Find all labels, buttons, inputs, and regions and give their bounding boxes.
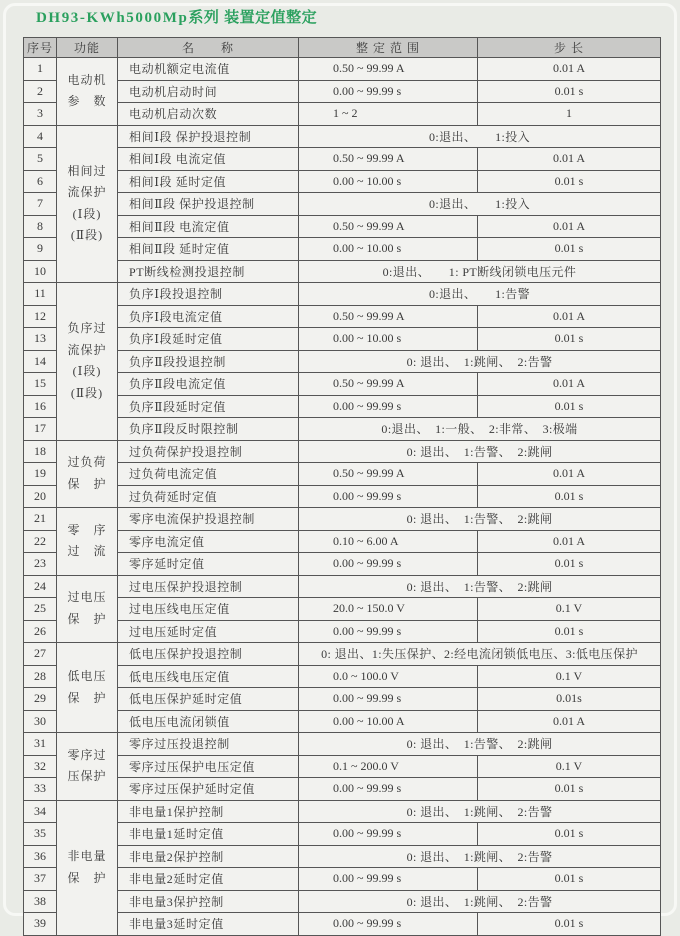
table-header <box>24 38 661 58</box>
setting-name-cell: 低电压电流闭锁值 <box>118 710 299 733</box>
row-number-cell: 39 <box>24 913 57 936</box>
table-row <box>24 103 661 126</box>
function-label-line: 相间过 <box>67 163 107 178</box>
table-row <box>24 215 661 238</box>
row-number-cell: 30 <box>24 710 57 733</box>
function-label-line: 零 序 <box>67 522 107 537</box>
row-number-cell: 28 <box>24 665 57 688</box>
range-cell: 0.00 ~ 99.99 s <box>299 80 478 103</box>
table-row <box>24 58 661 81</box>
step-cell: 0.1 V <box>478 755 661 778</box>
setting-name-cell: 过电压保护投退控制 <box>118 575 299 598</box>
options-cell: 0: 退出、 1:告警、 2:跳闸 <box>299 575 661 598</box>
row-number-cell: 31 <box>24 733 57 756</box>
table-row <box>24 553 661 576</box>
function-label-line: 电动机 <box>67 72 107 87</box>
row-number-cell: 25 <box>24 598 57 621</box>
row-number-cell: 18 <box>24 440 57 463</box>
step-cell: 0.01 s <box>478 395 661 418</box>
range-cell: 0.00 ~ 99.99 s <box>299 485 478 508</box>
table-row <box>24 170 661 193</box>
setting-name-cell: 相间Ⅰ段 保护投退控制 <box>118 125 299 148</box>
range-cell: 0.50 ~ 99.99 A <box>299 305 478 328</box>
setting-name-cell: 非电量1保护控制 <box>118 800 299 823</box>
page-title-suffix: 系列 装置定值整定 <box>188 9 318 26</box>
setting-name-cell: 负序Ⅰ段投退控制 <box>118 283 299 306</box>
setting-name-cell: 零序电流保护投退控制 <box>118 508 299 531</box>
range-cell: 0.50 ~ 99.99 A <box>299 463 478 486</box>
row-number-cell: 15 <box>24 373 57 396</box>
page-title-model: DH93-KWh5000Mp <box>36 10 189 26</box>
range-cell: 0.50 ~ 99.99 A <box>299 148 478 171</box>
row-number-cell: 3 <box>24 103 57 126</box>
row-number-cell: 38 <box>24 890 57 913</box>
table-row <box>24 800 661 823</box>
setting-name-cell: 负序Ⅱ段延时定值 <box>118 395 299 418</box>
range-cell: 0.0 ~ 100.0 V <box>299 665 478 688</box>
header-range: 整 定 范 围 <box>299 38 478 58</box>
row-number-cell: 12 <box>24 305 57 328</box>
range-cell: 1 ~ 2 <box>299 103 478 126</box>
range-cell: 0.00 ~ 10.00 s <box>299 238 478 261</box>
range-cell: 0.00 ~ 99.99 s <box>299 688 478 711</box>
table-row <box>24 328 661 351</box>
header-func: 功能 <box>57 38 118 58</box>
range-cell: 0.50 ~ 99.99 A <box>299 215 478 238</box>
options-cell: 0: 退出、 1:告警、 2:跳闸 <box>299 440 661 463</box>
function-group-cell <box>57 508 118 576</box>
table-row <box>24 643 661 666</box>
table-row <box>24 350 661 373</box>
table-row <box>24 620 661 643</box>
row-number-cell: 5 <box>24 148 57 171</box>
row-number-cell: 22 <box>24 530 57 553</box>
function-label-line: 流保护 <box>67 342 107 357</box>
range-cell: 0.00 ~ 99.99 s <box>299 395 478 418</box>
setting-name-cell: 相间Ⅱ段 电流定值 <box>118 215 299 238</box>
setting-name-cell: 相间Ⅰ段 延时定值 <box>118 170 299 193</box>
step-cell: 0.01 s <box>478 485 661 508</box>
row-number-cell: 24 <box>24 575 57 598</box>
step-cell: 0.01 s <box>478 868 661 891</box>
range-cell: 0.00 ~ 10.00 A <box>299 710 478 733</box>
step-cell: 0.01 A <box>478 373 661 396</box>
setting-name-cell: 非电量2保护控制 <box>118 845 299 868</box>
options-cell: 0:退出、 1:投入 <box>299 125 661 148</box>
step-cell: 0.01 A <box>478 215 661 238</box>
setting-name-cell: 零序过压保护电压定值 <box>118 755 299 778</box>
row-number-cell: 20 <box>24 485 57 508</box>
setting-name-cell: 低电压保护延时定值 <box>118 688 299 711</box>
table-row <box>24 665 661 688</box>
range-cell: 0.00 ~ 99.99 s <box>299 778 478 801</box>
function-label-line: (Ⅱ段) <box>70 385 104 400</box>
range-cell: 0.10 ~ 6.00 A <box>299 530 478 553</box>
row-number-cell: 11 <box>24 283 57 306</box>
options-cell: 0: 退出、 1:告警、 2:跳闸 <box>299 508 661 531</box>
table-row <box>24 238 661 261</box>
function-label-line: (Ⅰ段) <box>72 364 102 379</box>
row-number-cell: 27 <box>24 643 57 666</box>
table-body <box>24 58 661 936</box>
setting-name-cell: 负序Ⅰ段延时定值 <box>118 328 299 351</box>
range-cell: 0.1 ~ 200.0 V <box>299 755 478 778</box>
table-row <box>24 575 661 598</box>
function-label-line: 参 数 <box>67 94 107 109</box>
function-label-line: 保 护 <box>67 476 107 491</box>
options-cell: 0:退出、 1:告警 <box>299 283 661 306</box>
setting-name-cell: 相间Ⅱ段 保护投退控制 <box>118 193 299 216</box>
header-step: 步 长 <box>478 38 661 58</box>
settings-table <box>23 37 661 936</box>
table-row <box>24 823 661 846</box>
row-number-cell: 10 <box>24 260 57 283</box>
setting-name-cell: 负序Ⅱ段反时限控制 <box>118 418 299 441</box>
page-title <box>36 6 317 27</box>
step-cell: 0.01 s <box>478 328 661 351</box>
setting-name-cell: 低电压保护投退控制 <box>118 643 299 666</box>
setting-name-cell: 低电压线电压定值 <box>118 665 299 688</box>
setting-name-cell: 非电量3保护控制 <box>118 890 299 913</box>
setting-name-cell: 过电压线电压定值 <box>118 598 299 621</box>
row-number-cell: 1 <box>24 58 57 81</box>
options-cell: 0: 退出、1:失压保护、2:经电流闭锁低电压、3:低电压保护 <box>299 643 661 666</box>
function-label-line: 压保护 <box>67 769 107 784</box>
function-label-line: 过负荷 <box>67 455 107 470</box>
table-row <box>24 283 661 306</box>
function-group-cell <box>57 800 118 935</box>
row-number-cell: 34 <box>24 800 57 823</box>
table-row <box>24 260 661 283</box>
row-number-cell: 29 <box>24 688 57 711</box>
function-label-line: 零序过 <box>67 747 107 762</box>
row-number-cell: 13 <box>24 328 57 351</box>
setting-name-cell: PT断线检测投退控制 <box>118 260 299 283</box>
table-row <box>24 508 661 531</box>
table-row <box>24 463 661 486</box>
setting-name-cell: 过电压延时定值 <box>118 620 299 643</box>
row-number-cell: 35 <box>24 823 57 846</box>
range-cell: 0.00 ~ 10.00 s <box>299 328 478 351</box>
function-label-line: (Ⅰ段) <box>72 206 102 221</box>
function-label-line: 过 流 <box>67 544 107 559</box>
options-cell: 0:退出、 1:一般、 2:非常、 3:极端 <box>299 418 661 441</box>
range-cell: 0.50 ~ 99.99 A <box>299 373 478 396</box>
step-cell: 0.01 s <box>478 553 661 576</box>
range-cell: 0.50 ~ 99.99 A <box>299 58 478 81</box>
function-group-cell <box>57 125 118 283</box>
step-cell: 0.01 A <box>478 530 661 553</box>
row-number-cell: 36 <box>24 845 57 868</box>
step-cell: 0.01 s <box>478 170 661 193</box>
header-row <box>24 38 661 58</box>
step-cell: 0.01 A <box>478 463 661 486</box>
setting-name-cell: 相间Ⅱ段 延时定值 <box>118 238 299 261</box>
table-row <box>24 868 661 891</box>
range-cell: 0.00 ~ 99.99 s <box>299 620 478 643</box>
row-number-cell: 7 <box>24 193 57 216</box>
function-group-cell <box>57 440 118 508</box>
row-number-cell: 14 <box>24 350 57 373</box>
table-row <box>24 148 661 171</box>
setting-name-cell: 非电量3延时定值 <box>118 913 299 936</box>
table-row <box>24 530 661 553</box>
setting-name-cell: 负序Ⅱ段电流定值 <box>118 373 299 396</box>
row-number-cell: 23 <box>24 553 57 576</box>
range-cell: 0.00 ~ 99.99 s <box>299 823 478 846</box>
step-cell: 0.01 s <box>478 80 661 103</box>
setting-name-cell: 电动机启动次数 <box>118 103 299 126</box>
table-row <box>24 688 661 711</box>
step-cell: 0.01 s <box>478 913 661 936</box>
function-group-cell <box>57 58 118 126</box>
row-number-cell: 9 <box>24 238 57 261</box>
step-cell: 0.01 s <box>478 823 661 846</box>
range-cell: 0.00 ~ 99.99 s <box>299 913 478 936</box>
range-cell: 0.00 ~ 10.00 s <box>299 170 478 193</box>
range-cell: 0.00 ~ 99.99 s <box>299 553 478 576</box>
table-row <box>24 395 661 418</box>
row-number-cell: 37 <box>24 868 57 891</box>
setting-name-cell: 电动机额定电流值 <box>118 58 299 81</box>
table-row <box>24 778 661 801</box>
step-cell: 0.1 V <box>478 665 661 688</box>
options-cell: 0: 退出、 1:跳闸、 2:告警 <box>299 890 661 913</box>
row-number-cell: 33 <box>24 778 57 801</box>
step-cell: 0.01 A <box>478 58 661 81</box>
table-row <box>24 440 661 463</box>
function-group-cell <box>57 643 118 733</box>
table-row <box>24 913 661 936</box>
row-number-cell: 8 <box>24 215 57 238</box>
step-cell: 0.01 s <box>478 778 661 801</box>
setting-name-cell: 零序电流定值 <box>118 530 299 553</box>
header-name: 名 称 <box>118 38 299 58</box>
table-row <box>24 710 661 733</box>
step-cell: 0.01 s <box>478 620 661 643</box>
row-number-cell: 32 <box>24 755 57 778</box>
table-row <box>24 305 661 328</box>
row-number-cell: 17 <box>24 418 57 441</box>
function-label-line: 保 护 <box>67 870 107 885</box>
setting-name-cell: 非电量2延时定值 <box>118 868 299 891</box>
options-cell: 0:退出、 1:投入 <box>299 193 661 216</box>
setting-name-cell: 过负荷电流定值 <box>118 463 299 486</box>
row-number-cell: 16 <box>24 395 57 418</box>
step-cell: 1 <box>478 103 661 126</box>
row-number-cell: 4 <box>24 125 57 148</box>
table-row <box>24 755 661 778</box>
table-row <box>24 733 661 756</box>
function-label-line: 流保护 <box>67 185 107 200</box>
setting-name-cell: 负序Ⅱ段投退控制 <box>118 350 299 373</box>
function-label-line: 负序过 <box>67 321 107 336</box>
row-number-cell: 6 <box>24 170 57 193</box>
function-label-line: 过电压 <box>67 590 107 605</box>
step-cell: 0.01 A <box>478 305 661 328</box>
options-cell: 0: 退出、 1:跳闸、 2:告警 <box>299 800 661 823</box>
options-cell: 0: 退出、 1:告警、 2:跳闸 <box>299 733 661 756</box>
step-cell: 0.01 A <box>478 148 661 171</box>
row-number-cell: 21 <box>24 508 57 531</box>
setting-name-cell: 零序过压投退控制 <box>118 733 299 756</box>
setting-name-cell: 相间Ⅰ段 电流定值 <box>118 148 299 171</box>
table-row <box>24 485 661 508</box>
setting-name-cell: 过负荷保护投退控制 <box>118 440 299 463</box>
step-cell: 0.01s <box>478 688 661 711</box>
table-row <box>24 890 661 913</box>
step-cell: 0.01 s <box>478 238 661 261</box>
row-number-cell: 26 <box>24 620 57 643</box>
function-label-line: 低电压 <box>67 669 107 683</box>
function-group-cell <box>57 733 118 801</box>
header-num: 序号 <box>24 38 57 58</box>
function-group-cell <box>57 283 118 441</box>
function-label-line: 保 护 <box>67 690 107 705</box>
setting-name-cell: 非电量1延时定值 <box>118 823 299 846</box>
function-group-cell <box>57 575 118 643</box>
setting-name-cell: 零序过压保护延时定值 <box>118 778 299 801</box>
function-label-line: 保 护 <box>67 611 107 626</box>
function-label-line: (Ⅱ段) <box>70 228 104 243</box>
setting-name-cell: 零序延时定值 <box>118 553 299 576</box>
options-cell: 0: 退出、 1:跳闸、 2:告警 <box>299 845 661 868</box>
setting-name-cell: 负序Ⅰ段电流定值 <box>118 305 299 328</box>
options-cell: 0: 退出、 1:跳闸、 2:告警 <box>299 350 661 373</box>
table-row <box>24 598 661 621</box>
setting-name-cell: 电动机启动时间 <box>118 80 299 103</box>
options-cell: 0:退出、 1: PT断线闭锁电压元件 <box>299 260 661 283</box>
table-row <box>24 80 661 103</box>
step-cell: 0.01 A <box>478 710 661 733</box>
setting-name-cell: 过负荷延时定值 <box>118 485 299 508</box>
table-row <box>24 418 661 441</box>
row-number-cell: 19 <box>24 463 57 486</box>
row-number-cell: 2 <box>24 80 57 103</box>
function-label-line: 非电量 <box>67 849 107 863</box>
table-row <box>24 125 661 148</box>
range-cell: 0.00 ~ 99.99 s <box>299 868 478 891</box>
step-cell: 0.1 V <box>478 598 661 621</box>
table-row <box>24 373 661 396</box>
table-row <box>24 845 661 868</box>
table-row <box>24 193 661 216</box>
range-cell: 20.0 ~ 150.0 V <box>299 598 478 621</box>
